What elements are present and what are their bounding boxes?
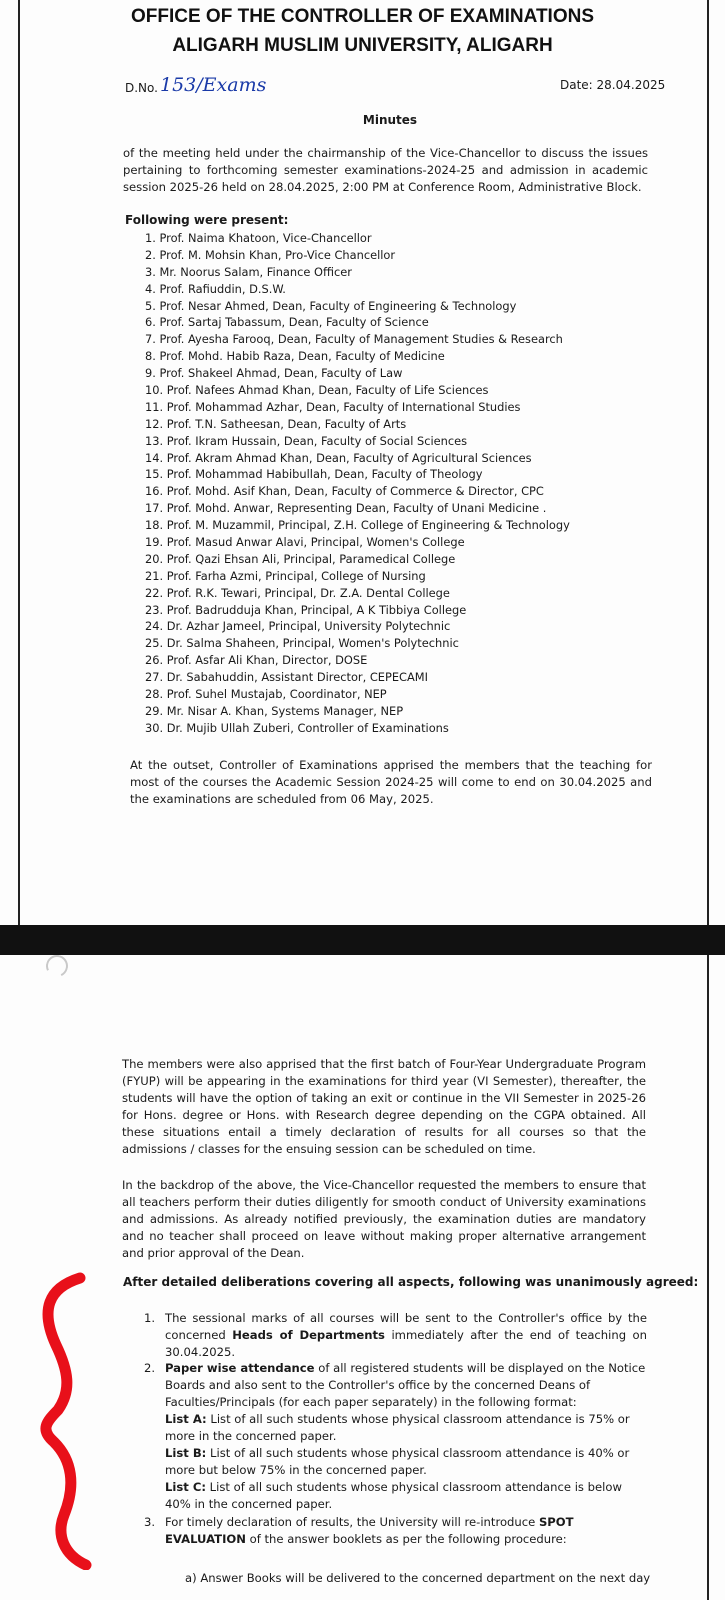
dno-label: D.No. [125,81,158,95]
attendee-list [145,230,570,737]
document-page-2 [0,955,725,1600]
apprised-paragraph: The members were also apprised that the first batch of Four-Year Undergraduate Program (FYUP) will be appearing in the examinations for third year (VI Semester), thereafter, the students will have the option of taking an exit or continue in the VII Semester in 2025-26 for Hons. degree or Hons. with Research degree depending on the CGPA obtained. All these situations entail a timely declaration of results for all courses so that the admissions / classes for the ensuing session can be scheduled on time. [122,1057,646,1156]
red-brace-annotation-icon [28,1270,98,1570]
attendee-item: 4. Prof. Rafiuddin, D.S.W. [145,281,286,296]
attendee-item: 20. Prof. Qazi Ehsan Ali, Principal, Paramedical College [145,551,456,566]
attendee-item: 30. Dr. Mujib Ullah Zuberi, Controller of Examinations [145,720,449,735]
attendee-item: 16. Prof. Mohd. Asif Khan, Dean, Faculty of Commerce & Director, CPC [145,484,544,499]
attendee-item: 29. Mr. Nisar A. Khan, Systems Manager, NEP [145,703,404,718]
ring-binder-hole-icon [43,952,71,980]
attendee-item: 24. Dr. Azhar Jameel, Principal, University Polytechnic [145,619,451,634]
attendee-item: 13. Prof. Ikram Hussain, Dean, Faculty of Social Sciences [145,433,468,448]
backdrop-paragraph: In the backdrop of the above, the Vice-Chancellor requested the members to ensure that all teachers perform their duties diligently for smooth conduct of University examinations and admissions. As already notified previously, the examination duties are mandatory and no teacher shall proceed on leave without making proper alternative arrangement and prior approval of the Dean. [122,1178,646,1260]
outset-paragraph: At the outset, Controller of Examinations apprised the members that the teaching for most of the courses the Academic Session 2024-25 will come to end on 30.04.2025 and the examinations are scheduled from 06 May, 2025. [130,758,652,806]
attendee-item: 28. Prof. Suhel Mustajab, Coordinator, NEP [145,687,387,702]
minutes-title: Minutes [362,113,418,127]
attendee-item: 7. Prof. Ayesha Farooq, Dean, Faculty of Management Studies & Research [145,332,563,347]
dno-handwritten: 153/Exams [160,74,267,96]
item-number: 2. [144,1361,156,1375]
page-edge-right [707,955,709,1600]
list-c-label: List C: [165,1480,206,1494]
attendee-item: 23. Prof. Badrudduja Khan, Principal, A K Tibbiya College [145,602,467,617]
list-b-text: List of all such students whose physical classroom attendance is 40% or more but below 75% in the concerned paper. [165,1446,630,1477]
attendee-item: 15. Prof. Mohammad Habibullah, Dean, Faculty of Theology [145,467,483,482]
intro-paragraph: of the meeting held under the chairmanship of the Vice-Chancellor to discuss the issues pertaining to forthcoming semester examinations-2024-25 and admission in academic session 2025-26 held on 28.04.2025, 2:00 PM at Conference Room, Administrative Block. [123,146,648,194]
list-a-label: List A: [165,1412,207,1426]
item-bold-text: Paper wise attendance [165,1361,315,1375]
list-c-text: List of all such students whose physical classroom attendance is below 40% in the concerned paper. [165,1480,622,1511]
attendee-item: 22. Prof. R.K. Tewari, Principal, Dr. Z.A. Dental College [145,585,450,600]
item-bold-text: SPOT EVALUATION [165,1515,574,1546]
item-text: The sessional marks of all courses will be sent to the Controller's office by the concerned [165,1311,647,1342]
attendee-item: 27. Dr. Sabahuddin, Assistant Director, CEPECAMI [145,670,428,685]
attendee-item: 9. Prof. Shakeel Ahmad, Dean, Faculty of Law [145,366,403,381]
attendee-item: 21. Prof. Farha Azmi, Principal, College of Nursing [145,568,426,583]
attendee-item: 2. Prof. M. Mohsin Khan, Pro-Vice Chancellor [145,247,396,262]
page-edge-left [18,0,20,925]
item-number: 3. [144,1515,156,1529]
attendee-item: 10. Prof. Nafees Ahmad Khan, Dean, Faculty of Life Sciences [145,383,489,398]
page-edge-right [707,0,709,925]
attendee-item: 12. Prof. T.N. Satheesan, Dean, Faculty of Arts [145,416,407,431]
university-title: ALIGARH MUSLIM UNIVERSITY, ALIGARH [172,35,553,56]
agreement-item-2 [144,1360,647,1513]
list-a [165,1411,647,1445]
list-b-label: List B: [165,1446,207,1460]
list-c [165,1479,647,1513]
item-text: For timely declaration of results, the University will re-introduce [165,1515,539,1529]
attendee-item: 11. Prof. Mohammad Azhar, Dean, Faculty of International Studies [145,399,521,414]
procedure-sub-item-a: a) Answer Books will be delivered to the concerned department on the next day [185,1571,651,1585]
attendee-item: 1. Prof. Naima Khatoon, Vice-Chancellor [145,231,372,245]
attendee-item: 6. Prof. Sartaj Tabassum, Dean, Faculty of Science [145,315,429,330]
item-text: of the answer booklets as per the following procedure: [245,1532,567,1546]
list-a-text: List of all such students whose physical classroom attendance is 75% or more in the concerned paper. [165,1412,630,1443]
attendee-item: 5. Prof. Nesar Ahmed, Dean, Faculty of Engineering & Technology [145,298,517,313]
attendee-item: 18. Prof. M. Muzammil, Principal, Z.H. College of Engineering & Technology [145,518,570,533]
document-date: Date: 28.04.2025 [560,78,666,92]
office-title: OFFICE OF THE CONTROLLER OF EXAMINATIONS [130,6,595,27]
present-heading: Following were present: [125,213,289,227]
item-text: of all registered students will be displayed on the Notice Boards and also sent to the Controller's office by the concerned Deans of Faculties/Principals (for each paper separately) in the following format: [165,1361,646,1409]
attendee-item: 25. Dr. Salma Shaheen, Principal, Women's Polytechnic [145,636,459,651]
attendee-item: 8. Prof. Mohd. Habib Raza, Dean, Faculty of Medicine [145,349,445,364]
attendee-item: 14. Prof. Akram Ahmad Khan, Dean, Faculty of Agricultural Sciences [145,450,532,465]
item-number: 1. [144,1311,156,1325]
page-divider [0,925,725,955]
agreed-heading: After detailed deliberations covering all aspects, following was unanimously agreed: [123,1275,699,1289]
list-b [165,1445,647,1479]
attendee-item: 26. Prof. Asfar Ali Khan, Director, DOSE [145,653,368,668]
agreement-item-1 [144,1310,647,1361]
agreement-item-3 [144,1514,647,1548]
attendee-item: 17. Prof. Mohd. Anwar, Representing Dean, Faculty of Unani Medicine . [145,501,547,516]
attendee-item: 3. Mr. Noorus Salam, Finance Officer [145,264,352,279]
attendee-item: 19. Prof. Masud Anwar Alavi, Principal, Women's College [145,535,465,550]
item-bold-text: Heads of Departments [232,1328,385,1342]
item-text: immediately after the end of teaching on 30.04.2025. [165,1328,647,1359]
